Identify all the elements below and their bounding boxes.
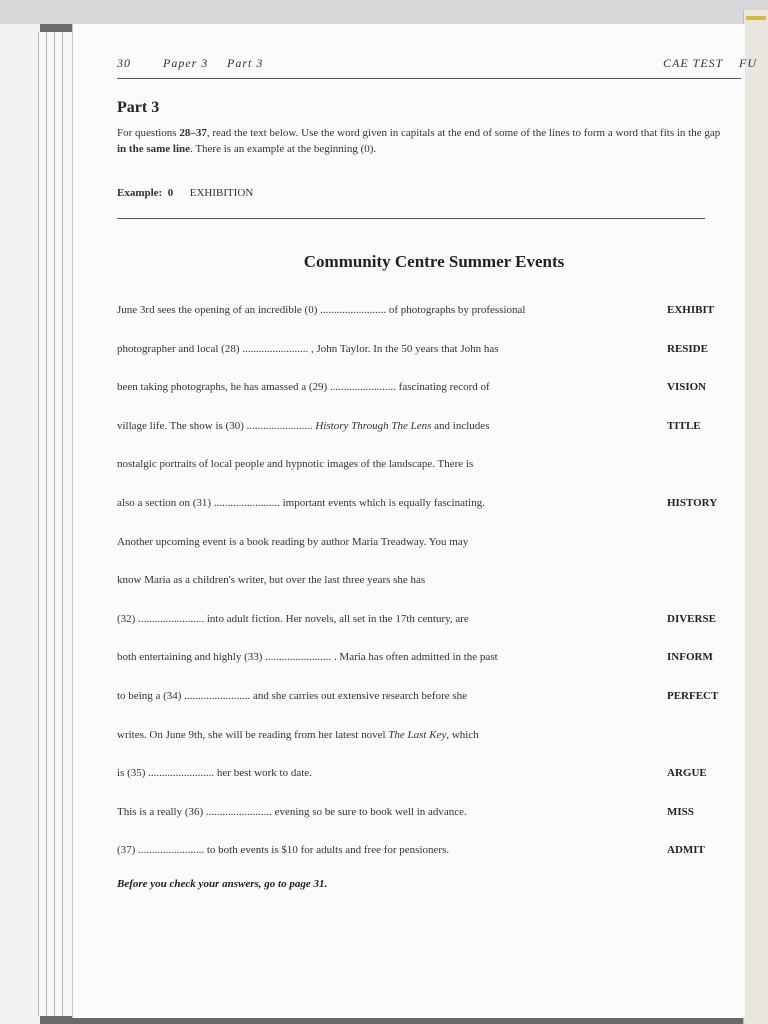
- answer-gap: ........................: [138, 844, 205, 856]
- answer-gap: ........................: [213, 497, 280, 509]
- example-line: Example: 0 EXHIBITION: [117, 187, 254, 199]
- instructions: For questions 28–37, read the text below. Use the word given in capitals at the end of some of the lines to form a word that fits in the gap in the same line. There is an example at the beginning (0).: [117, 127, 721, 155]
- text-line: to being a (34) ........................ and she carries out extensive research before she: [117, 690, 468, 702]
- capital-word: MISS: [667, 806, 694, 818]
- answer-gap: ........................: [205, 806, 272, 818]
- capital-word: INFORM: [667, 651, 713, 663]
- capital-word: ARGUE: [667, 767, 707, 779]
- capital-word: VISION: [667, 381, 707, 393]
- next-page-edge: [743, 10, 768, 1024]
- test-label: CAE TEST: [663, 56, 724, 70]
- text-line: June 3rd sees the opening of an incredible (0) ........................ of photographs by professional: [117, 304, 526, 316]
- scan-background: [0, 0, 768, 24]
- text-line: is (35) ........................ her best work to date.: [117, 767, 312, 779]
- answer-gap: ........................: [148, 767, 215, 779]
- text-line: (37) ........................ to both events is $10 for adults and free for pensioners.: [117, 844, 450, 856]
- footer-note: Before you check your answers, go to page 31.: [117, 878, 328, 890]
- example-rule: [117, 218, 705, 219]
- capital-word: ADMIT: [667, 844, 705, 856]
- part-label: Part 3: [227, 56, 264, 70]
- text-line: writes. On June 9th, she will be reading from her latest novel The Last Key, which: [117, 729, 479, 741]
- answer-gap: ........................: [329, 381, 396, 393]
- answer-gap: ........................: [242, 343, 309, 355]
- capital-word: PERFECT: [667, 690, 719, 702]
- answer-gap: ........................: [246, 420, 313, 432]
- text-line: village life. The show is (30) ........................ History Through The Lens and includes: [117, 420, 490, 432]
- test-label-cut: FU: [739, 56, 757, 70]
- text-line: This is a really (36) ........................ evening so be sure to book well in advance.: [117, 806, 467, 818]
- paper-label: Paper 3: [163, 56, 209, 70]
- header-rule: [117, 78, 741, 79]
- text-line: (32) ........................ into adult fiction. Her novels, all set in the 17th century, are: [117, 613, 469, 625]
- capital-word: DIVERSE: [667, 613, 716, 625]
- scan-margin: [0, 24, 40, 1024]
- page-number: 30: [117, 56, 131, 70]
- answer-gap: ........................: [320, 304, 387, 316]
- answer-gap: ........................: [184, 690, 251, 702]
- book-page: [72, 24, 757, 1018]
- text-title: Community Centre Summer Events: [303, 252, 565, 271]
- capital-word: HISTORY: [667, 497, 718, 509]
- tab-marker: [746, 16, 766, 20]
- text-line: also a section on (31) ........................ important events which is equally fascinating.: [117, 497, 485, 509]
- text-line: know Maria as a children's writer, but over the last three years she has: [117, 574, 426, 586]
- text-line: nostalgic portraits of local people and hypnotic images of the landscape. There is: [117, 458, 474, 470]
- capital-word: EXHIBIT: [667, 304, 715, 316]
- text-line: both entertaining and highly (33) ........................ . Maria has often admitted in the past: [117, 651, 498, 663]
- section-heading: Part 3: [117, 99, 160, 116]
- answer-gap: ........................: [138, 613, 205, 625]
- answer-gap: ........................: [265, 651, 332, 663]
- text-line: been taking photographs, he has amassed a (29) ........................ fascinating record of: [117, 381, 490, 393]
- text-line: Another upcoming event is a book reading by author Maria Treadway. You may: [117, 536, 469, 548]
- capital-word: RESIDE: [667, 343, 708, 355]
- capital-word: TITLE: [667, 420, 701, 432]
- text-line: photographer and local (28) ........................ , John Taylor. In the 50 years that John has: [117, 343, 499, 355]
